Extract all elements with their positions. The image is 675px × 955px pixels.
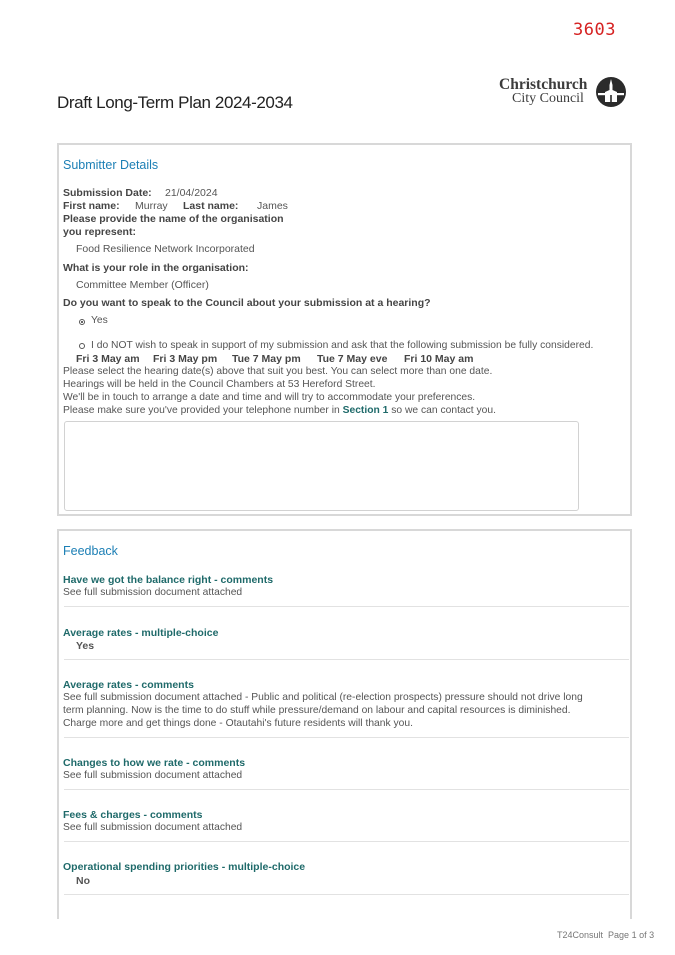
feedback-question-5: Fees & charges - comments [63,809,203,821]
cathedral-logo-icon [595,76,627,108]
first-name-value: Murray [135,200,168,212]
phone-note-before: Please make sure you've provided your telephone number in [63,405,340,416]
organisation-value: Food Resilience Network Incorporated [76,243,255,255]
feedback-answer-5: See full submission document attached [63,822,243,833]
council-logo [499,76,629,108]
feedback-answer-3-line-2: term planning. Now is the time to do stuff while pressure/demand on labour and capital resources is diminished. [63,705,571,716]
divider [64,737,629,738]
feedback-answer-1: See full submission document attached [63,587,243,598]
phone-note [63,405,496,416]
page-number: 3603 [573,20,616,40]
hearing-date-5: Fri 10 May am [404,353,474,365]
organisation-question-line-1: Please provide the name of the organisation [63,213,284,225]
feedback-answer-3-line-1: See full submission document attached - Public and political (re-election prospects) pressure should not drive long [63,692,583,703]
feedback-question-3: Average rates - comments [63,679,194,691]
hearing-date-2: Fri 3 May pm [153,353,218,365]
submitter-section-title: Submitter Details [63,158,159,172]
organisation-question-line-2: you represent: [63,226,136,238]
hearing-date-3: Tue 7 May pm [232,353,301,365]
phone-note-after: so we can contact you. [391,405,496,416]
feedback-question-1: Have we got the balance right - comments [63,574,274,586]
instruction-line-1: Please select the hearing date(s) above that suit you best. You can select more than one date. [63,366,493,377]
divider [64,606,629,607]
hearing-comments-textbox[interactable] [64,421,579,511]
footer-page: Page 1 of 3 [608,930,655,940]
instruction-line-3: We'll be in touch to arrange a date and time and will try to accommodate your preferences. [63,392,476,403]
submitter-details-panel [57,143,632,516]
footer-system: T24Consult [557,930,604,940]
divider [64,659,629,660]
last-name-value: James [257,200,288,212]
hearing-date-4: Tue 7 May eve [317,353,388,365]
submission-date-value: 21/04/2024 [165,187,218,199]
divider [64,841,629,842]
hearing-no-label: I do NOT wish to speak in support of my submission and ask that the following submission be fully considered. [91,340,594,351]
hearing-yes-radio[interactable] [79,319,85,325]
last-name-label: Last name: [183,200,239,212]
role-question: What is your role in the organisation: [63,262,249,274]
feedback-answer-3-line-3: Charge more and get things done - Otautahi's future residents will thank you. [63,718,413,729]
feedback-question-6: Operational spending priorities - multiple-choice [63,861,306,873]
section-1-link[interactable]: Section 1 [342,405,389,416]
feedback-section-title: Feedback [63,544,118,558]
logo-line-1: Christchurch [499,76,588,93]
first-name-label: First name: [63,200,120,212]
role-value: Committee Member (Officer) [76,279,209,291]
feedback-answer-6: No [76,875,90,887]
feedback-question-2: Average rates - multiple-choice [63,627,219,639]
feedback-answer-2: Yes [76,640,95,652]
page-footer [557,930,654,940]
hearing-no-radio[interactable] [79,343,85,349]
feedback-answer-4: See full submission document attached [63,770,243,781]
divider [64,789,629,790]
divider [64,894,629,895]
document-title: Draft Long-Term Plan 2024-2034 [57,93,293,112]
feedback-panel [57,529,632,919]
hearing-date-1: Fri 3 May am [76,353,140,365]
feedback-question-4: Changes to how we rate - comments [63,757,246,769]
hearing-question: Do you want to speak to the Council about your submission at a hearing? [63,297,431,309]
logo-line-2: City Council [512,91,584,106]
instruction-line-2: Hearings will be held in the Council Chambers at 53 Hereford Street. [63,379,376,390]
hearing-yes-label: Yes [91,315,108,326]
submission-date-label: Submission Date: [63,187,152,199]
